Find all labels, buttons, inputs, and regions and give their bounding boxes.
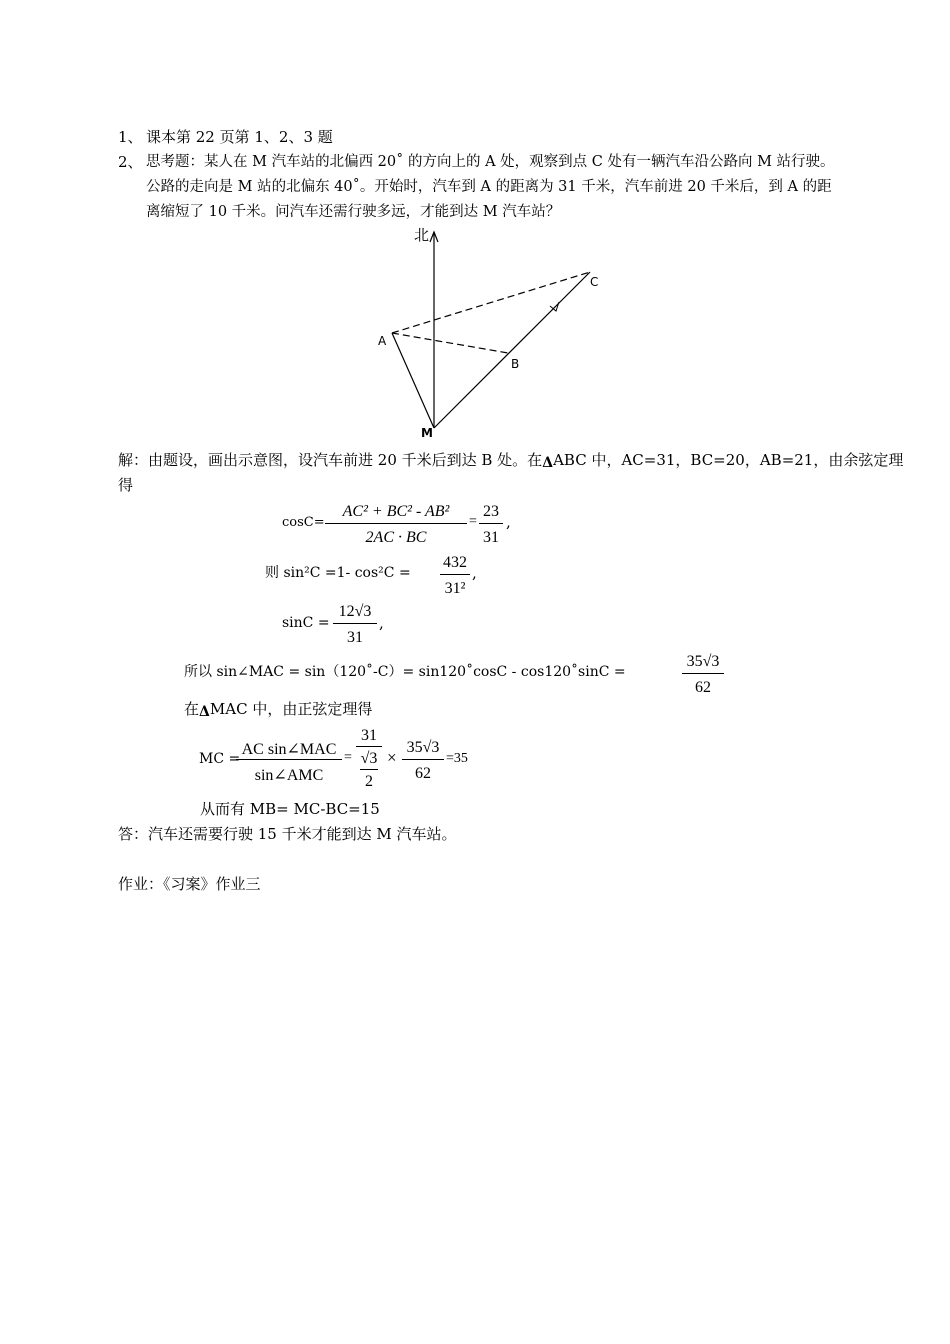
delta-symbol: Δ [542, 455, 554, 471]
mc-third-numerator: 35√3 [406, 739, 440, 756]
item-1-text: 课本第 22 页第 1、2、3 题 [146, 128, 333, 146]
solution-intro-pre: 解：由题设，画出示意图，设汽车前进 20 千米后到达 B 处。在 [118, 451, 543, 469]
geometry-diagram [370, 220, 620, 442]
sine-law-pre: 在 [184, 700, 200, 718]
sine-law-line [184, 702, 372, 719]
sine-law-post: MAC 中，由正弦定理得 [209, 700, 373, 718]
answer-line: 答：汽车还需要行驶 15 千米才能到达 M 汽车站。 [118, 825, 457, 843]
mc-third-fraction [402, 736, 444, 782]
sinc-fraction [333, 600, 377, 646]
mc-second-inner-numerator: √3 [360, 750, 378, 767]
item-2-line-1: 思考题：某人在 M 汽车站的北偏西 20˚ 的方向上的 A 处，观察到点 C 处有一辆汽车沿公路向 M 站行驶。 [146, 154, 835, 170]
mc-equals: = [344, 750, 352, 765]
north-label: 北 [414, 226, 430, 244]
solution-intro-line-1 [118, 453, 903, 470]
item-2-line-2: 公路的走向是 M 站的北偏东 40˚。开始时，汽车到 A 的距离为 31 千米，汽车前进 20 千米后，到 A 的距 [146, 179, 832, 195]
sin-squared-fraction [440, 551, 470, 597]
sinc-label: sinC = [282, 615, 330, 631]
sin-squared-numerator: 432 [443, 554, 467, 571]
sinc-denominator: 31 [347, 629, 363, 646]
item-1-number: 1、 [118, 128, 143, 146]
sinc-numerator: 12√3 [338, 603, 372, 620]
point-m-label: M [421, 426, 433, 440]
cos-value-numerator: 23 [483, 503, 499, 520]
segment-am [392, 333, 434, 428]
cos-fraction [325, 500, 467, 546]
mac-denominator: 62 [695, 679, 711, 696]
solution-intro-line-2: 得 [118, 476, 134, 494]
segment-ab [392, 333, 508, 353]
mac-fraction [682, 650, 724, 696]
point-b-label: B [511, 357, 520, 371]
mc-second-fraction [356, 724, 382, 788]
mc-fraction [236, 736, 342, 782]
cos-comma: , [506, 513, 511, 531]
sin-squared-label: 则 sin²C =1- cos²C = [265, 565, 411, 581]
cos-value-fraction [479, 500, 503, 546]
mc-third-denominator: 62 [415, 765, 431, 782]
delta-symbol-2: Δ [199, 704, 210, 720]
point-c-label: C [590, 275, 599, 289]
segment-mc [434, 272, 590, 428]
mc-label: MC = [199, 751, 241, 767]
cos-label: cosC= [282, 515, 325, 530]
mac-numerator: 35√3 [686, 653, 720, 670]
solution-intro-post: ABC 中，AC=31，BC=20，AB=21，由余弦定理 [553, 451, 904, 469]
item-2-number: 2、 [118, 153, 143, 171]
cos-value-denominator: 31 [483, 529, 499, 546]
mc-denominator: sin∠AMC [254, 767, 324, 784]
mb-line: 从而有 MB= MC-BC=15 [200, 800, 380, 818]
mc-second-numerator: 31 [361, 727, 377, 744]
sin-squared-comma: , [472, 564, 477, 582]
point-a-label: A [378, 334, 387, 348]
road-direction-arrow [550, 302, 559, 311]
mc-numerator: AC sin∠MAC [241, 741, 337, 758]
mac-expression: 所以 sin∠MAC = sin（120˚-C）= sin120˚cosC - cos120˚sinC = [184, 664, 626, 680]
sin-squared-denominator: 31² [444, 580, 466, 597]
mc-second-inner-denominator: 2 [365, 773, 373, 790]
cos-numerator: AC² + BC² - AB² [342, 503, 450, 520]
homework-line: 作业：《习案》作业三 [118, 875, 261, 893]
sinc-comma: , [379, 614, 384, 632]
mc-times: × [387, 748, 397, 767]
cos-equals: = [469, 514, 477, 529]
item-2-line-3: 离缩短了 10 千米。问汽车还需行驶多远，才能到达 M 汽车站？ [146, 204, 561, 220]
mc-result: =35 [446, 751, 468, 766]
cos-denominator: 2AC · BC [365, 529, 427, 546]
